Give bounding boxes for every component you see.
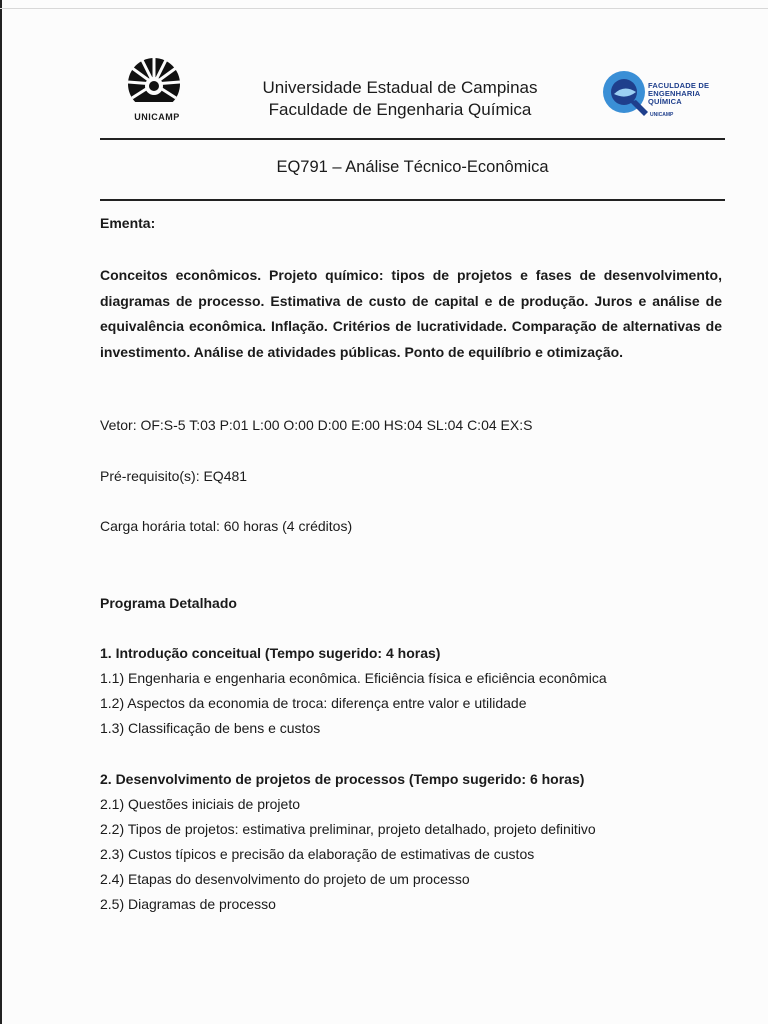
vetor-line: Vetor: OF:S-5 T:03 P:01 L:00 O:00 D:00 E:00 HS:04 SL:04 C:04 EX:S	[100, 417, 533, 433]
university-name: Universidade Estadual de Campinas	[262, 78, 538, 97]
section-item: 1.1) Engenharia e engenharia econômica. Eficiência física e eficiência econômica	[100, 670, 607, 686]
page-edge	[0, 0, 2, 1024]
scan-edge-line	[0, 8, 768, 9]
unicamp-logo	[118, 56, 196, 126]
feq-q-emblem-icon	[600, 70, 650, 118]
ementa-label: Ementa:	[100, 215, 156, 231]
header-divider-top	[100, 138, 725, 140]
header-divider-bottom	[100, 199, 725, 201]
program-section-1	[100, 641, 720, 741]
section-item: 2.2) Tipos de projetos: estimativa preliminar, projeto detalhado, projeto definitivo	[100, 821, 596, 837]
section-item: 2.1) Questões iniciais de projeto	[100, 796, 300, 812]
workload-line: Carga horária total: 60 horas (4 créditos)	[100, 518, 353, 534]
course-title: EQ791 – Análise Técnico-Econômica	[276, 158, 549, 176]
section-heading: 1. Introdução conceitual (Tempo sugerido: 4 horas)	[100, 645, 441, 661]
program-section-2	[100, 767, 720, 917]
institution-title	[230, 77, 570, 121]
prerequisites-line: Pré-requisito(s): EQ481	[100, 468, 248, 484]
section-item: 2.3) Custos típicos e precisão da elaboração de estimativas de custos	[100, 846, 535, 862]
feq-logo-subtext: UNICAMP	[650, 112, 674, 118]
section-item: 2.4) Etapas do desenvolvimento do projeto de um processo	[100, 871, 470, 887]
faculty-name: Faculdade de Engenharia Química	[268, 100, 532, 119]
feq-logo-text: FACULDADE DE ENGENHARIA QUÍMICA	[648, 81, 710, 106]
section-heading: 2. Desenvolvimento de projetos de processos (Tempo sugerido: 6 horas)	[100, 771, 585, 787]
ementa-text: Conceitos econômicos. Projeto químico: tipos de projetos e fases de desenvolvimento, diagramas de processo. Estimativa de custo de capital e de produção. Juros e análise de equivalência econômica. Inflação. Critérios de lucratividade. Comparação de alternativas de investimento. Análise de atividades públicas. Ponto de equilíbrio e otimização.	[100, 267, 722, 360]
unicamp-emblem-icon	[124, 56, 190, 112]
feq-logo	[600, 70, 730, 118]
section-item: 1.2) Aspectos da economia de troca: diferença entre valor e utilidade	[100, 695, 527, 711]
section-item: 2.5) Diagramas de processo	[100, 896, 276, 912]
unicamp-logo-text: UNICAMP	[134, 112, 180, 122]
section-item: 1.3) Classificação de bens e custos	[100, 720, 321, 736]
program-title: Programa Detalhado	[100, 595, 237, 611]
